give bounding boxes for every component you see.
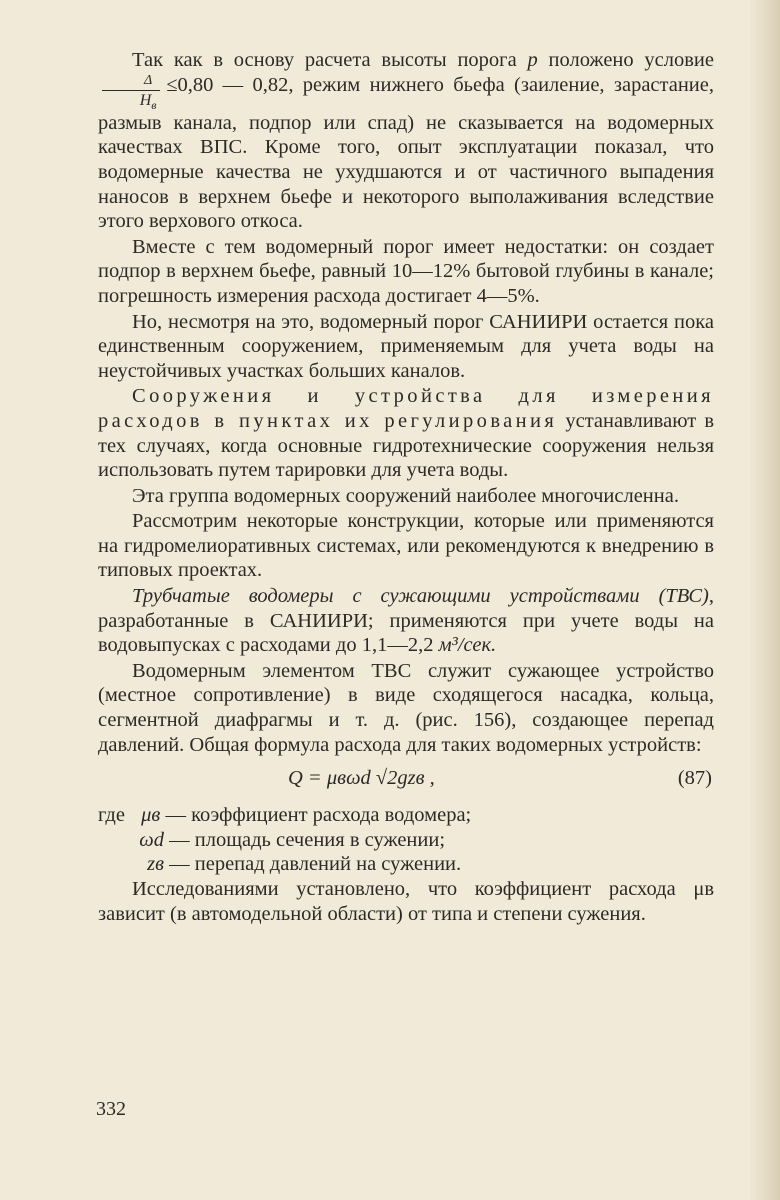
paragraph-1: Так как в основу расчета высоты порога p положено условие $\frac{\Delta}{H_в}$ ≤0,80 — 0,82, режим нижнего бьефа (заиление, зарастание, размыв канала, подпор или спад) не сказывается на водомерных качествах ВПС. Кроме того, опыт эксплуатации показал, что водомерные качества не ухудшаются и от частичного выпадения наносов в верхнем бьефе и некоторого выполаживания вследствие этого верхового откоса.	[98, 49, 715, 233]
paragraph-6: Рассмотрим некоторые конструкции, которые или применяются на гидромелиоративных системах, или рекомендуются к внедрению в типовых проектах.	[98, 510, 714, 582]
where-list	[98, 803, 714, 877]
where-item: zв — перепад давлений на сужении.	[147, 853, 462, 876]
paragraph-4: Сооружения и устройства для измерения расходов в пунктах их регулирования устанавливают в тех случаях, когда основные гидротехнические сооружения нельзя использовать путем тарировки для учета воды.	[98, 385, 714, 482]
formula-87	[98, 765, 714, 799]
where-item: где μв — коэффициент расхода водомера;	[98, 804, 472, 827]
paragraph-2: Вместе с тем водомерный порог имеет недостатки: он создает подпор в верхнем бьефе, равный 10—12% бытовой глубины в канале; погрешность измерения расхода достигает 4—5%.	[98, 235, 714, 307]
where-item: ωd — площадь сечения в сужении;	[139, 828, 446, 851]
page-number: 332	[96, 1098, 126, 1120]
body-text	[98, 48, 714, 926]
equation-number: (87)	[677, 767, 712, 790]
paragraph-9: Исследованиями установлено, что коэффициент расхода μв зависит (в автомодельной области) от типа и степени сужения.	[98, 878, 714, 925]
paragraph-3: Но, несмотря на это, водомерный порог САНИИРИ остается пока единственным сооружением, применяемым для учета воды на неустойчивых участках больших каналов.	[98, 310, 714, 382]
formula-expression: Q = μвωd √2gzв ,	[288, 767, 435, 790]
paragraph-8: Водомерным элементом ТВС служит сужающее устройство (местное сопротивление) в виде сходящегося насадка, кольца, сегментной диафрагмы и т. д. (рис. 156), создающее перепад давлений. Общая формула расхода для таких водомерных устройств:	[98, 659, 714, 756]
paragraph-7: Трубчатые водомеры с сужающими устройствами (ТВС), разработанные в САНИИРИ; применяются при учете воды на водовыпусках с расходами до 1,1—2,2 м³/сек.	[98, 585, 714, 657]
italic-term: Трубчатые водомеры с сужающими устройствами (ТВС)	[132, 585, 709, 608]
page-edge-shadow	[750, 0, 780, 1200]
spaced-heading: Сооружения и устройства для измерения расходов в пунктах их регулирования	[98, 385, 714, 432]
fraction-delta-over-h: $\frac{\Delta}{H_в}$	[102, 74, 160, 111]
paragraph-5: Эта группа водомерных сооружений наиболее многочисленна.	[132, 484, 679, 507]
